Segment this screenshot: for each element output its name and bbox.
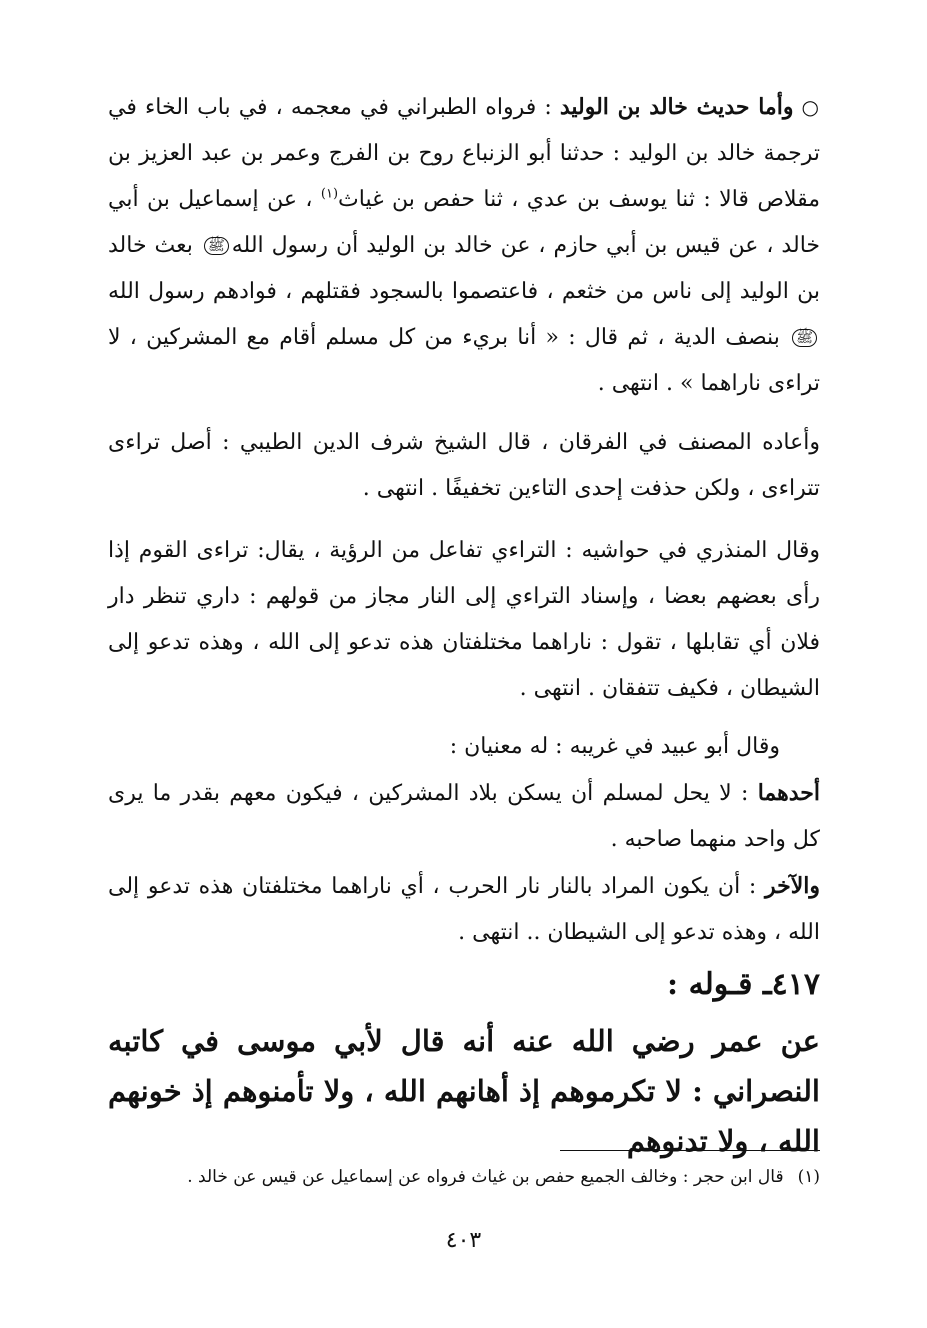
paragraph-first-meaning: [108, 770, 820, 863]
meaning-label: والآخر: [764, 873, 820, 899]
paragraph-body: وقال المنذري في حواشيه : التراءي تفاعل من الرؤية ، يقال: تراءى القوم إذا رأى بعضهم بعضا ، وإسناد التراءي إلى النار مجاز من قولهم : داري تنظر دار فلان أي تقابلها ، تقول : ناراهما مختلفتان هذه تدعو إلى الله ، وهذه تدعو إلى الشيطان ، فكيف تتفقان . انتهى .: [108, 538, 820, 701]
salla-ligature-icon: ﷺ: [204, 237, 229, 255]
meaning-text: : لا يحل لمسلم أن يسكن بلاد المشركين ، فيكون معهم بقدر ما يرى كل واحد منهما صاحبه .: [108, 781, 820, 852]
paragraph-text: بعث خالد بن الوليد إلى ناس من خثعم ، فاعتصموا بالسجود فقتلهم ، فوادهم رسول الله: [108, 233, 820, 304]
footnote: [108, 1162, 820, 1192]
paragraph-body: وأعاده المصنف في الفرقان ، قال الشيخ شرف الدين الطيبي : أصل تراءى تتراءى ، ولكن حذفت إحدى التاءين تخفيفًا . انتهى .: [108, 430, 820, 501]
section-heading: ٤١٧ـ قـوله :: [667, 967, 820, 1002]
paragraph-intro: وقال أبو عبيد في غريبه : له معنيان :: [449, 734, 780, 759]
paragraph-text: : فرواه الطبراني في معجمه ، في باب الخاء في ترجمة خالد بن الوليد : حدثنا أبو الزنباع روح بن الفرج وعمر بن عبد العزيز بن مقلاص قالا : ثنا يوسف بن عدي ، ثنا حفص بن غياث: [108, 95, 821, 212]
paragraph-body: [108, 84, 820, 407]
paragraph-second-meaning: [108, 863, 820, 956]
quoted-text-block: [108, 1016, 820, 1166]
paragraph-mundhiri: [108, 528, 820, 712]
meaning-label: أحدهما: [757, 780, 820, 806]
paragraph-lead: وأما حديث خالد بن الوليد: [559, 94, 794, 120]
circle-marker: ○: [801, 95, 821, 119]
page-number: ٤٠٣: [445, 1228, 482, 1253]
meaning-text: : أن يكون المراد بالنار نار الحرب ، أي ناراهما مختلفتان هذه تدعو إلى الله ، وهذه تدعو إلى الشيطان .. انتهى .: [108, 874, 820, 945]
paragraph-text: ، عن إسماعيل بن أبي خالد ، عن قيس بن أبي حازم ، عن خالد بن الوليد أن رسول الله: [108, 187, 820, 258]
section-heading-block: [108, 962, 820, 1008]
salla-ligature-icon: ﷺ: [792, 329, 817, 347]
footnote-number: (١): [797, 1167, 820, 1187]
paragraph-khalid-hadith: [108, 84, 820, 407]
footnote-text: قال ابن حجر : وخالف الجميع حفص بن غياث فرواه عن إسماعيل عن قيس عن خالد .: [187, 1167, 784, 1187]
paragraph-text: بنصف الدية ، ثم قال : « أنا بريء من كل مسلم أقام مع المشركين ، لا تراءى ناراهما » . انتهى .: [108, 325, 820, 396]
quoted-text: عن عمر رضي الله عنه أنه قال لأبي موسى في كاتبه النصراني : لا تكرموهم إذ أهانهم الله ، ولا تأمنوهم إذ خونهم الله ، ولا تدنوهم: [108, 1024, 820, 1158]
footnote-reference[interactable]: (١): [320, 186, 339, 202]
paragraph-tibi: [108, 420, 820, 512]
paragraph-abu-ubaid: [108, 724, 820, 956]
footnote-divider: [560, 1150, 820, 1151]
